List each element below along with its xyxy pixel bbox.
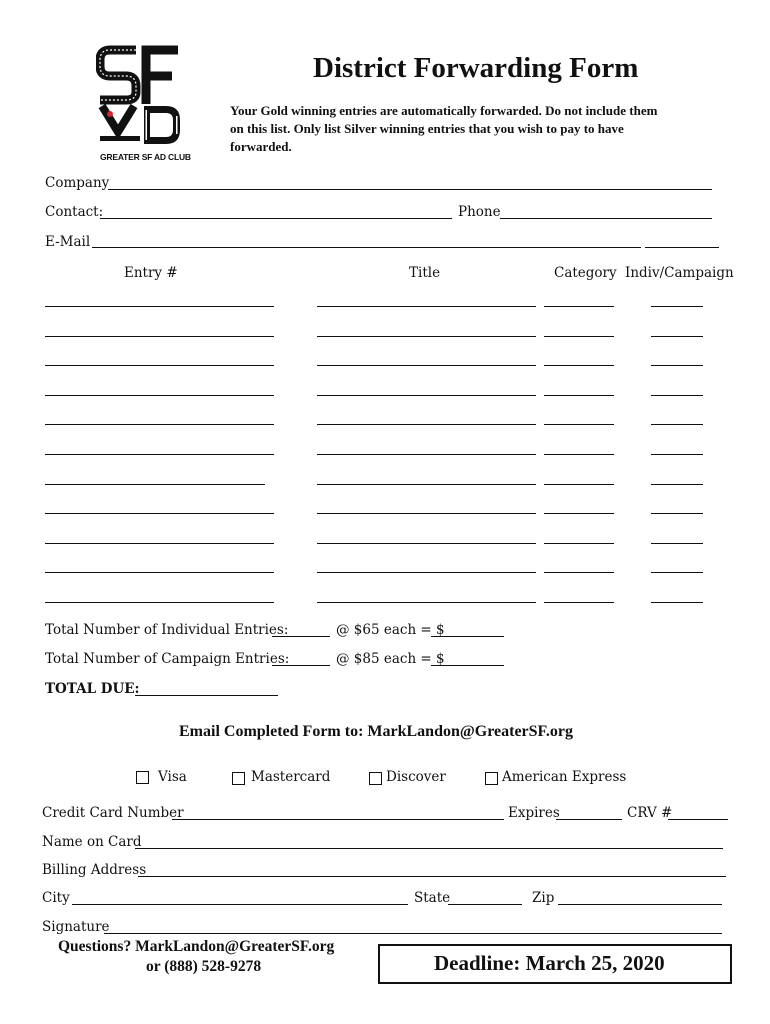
entry-field[interactable]	[45, 602, 274, 603]
discover-checkbox[interactable]	[369, 772, 382, 785]
entry-field[interactable]	[45, 513, 274, 514]
indiv-campaign-field[interactable]	[651, 484, 703, 485]
sf-logo-graphic	[96, 44, 186, 148]
zip-label: Zip	[532, 890, 555, 906]
mastercard-checkbox[interactable]	[232, 772, 245, 785]
expires-field[interactable]	[556, 819, 622, 820]
entry-field[interactable]	[45, 424, 274, 425]
company-label: Company	[45, 175, 110, 191]
entry-field[interactable]	[45, 306, 274, 307]
deadline-box	[378, 944, 732, 984]
amex-label: American Express	[502, 769, 627, 785]
indiv-campaign-field[interactable]	[651, 336, 703, 337]
mastercard-label: Mastercard	[251, 769, 331, 785]
name-on-card-field[interactable]	[135, 848, 723, 849]
entry-field[interactable]	[45, 336, 274, 337]
title-field[interactable]	[317, 395, 536, 396]
deadline-text: Deadline: March 25, 2020	[434, 951, 665, 975]
campaign-rate: @ $85 each = $	[336, 651, 445, 667]
individual-amount-field[interactable]	[431, 636, 504, 637]
card-number-field[interactable]	[172, 819, 504, 820]
city-field[interactable]	[72, 904, 408, 905]
title-field[interactable]	[317, 454, 536, 455]
category-field[interactable]	[544, 336, 614, 337]
contact-field[interactable]	[100, 218, 452, 219]
visa-label: Visa	[158, 769, 187, 785]
header-title: Title	[409, 265, 441, 281]
entry-field[interactable]	[45, 572, 274, 573]
title-field[interactable]	[317, 543, 536, 544]
questions-line-2: or (888) 528-9278	[146, 958, 262, 975]
name-on-card-label: Name on Card	[42, 834, 142, 850]
discover-label: Discover	[386, 769, 446, 785]
total-due-label: TOTAL DUE:	[45, 681, 140, 697]
entry-field[interactable]	[45, 454, 274, 455]
category-field[interactable]	[544, 572, 614, 573]
category-field[interactable]	[544, 513, 614, 514]
city-label: City	[42, 890, 70, 906]
individual-count-field[interactable]	[272, 636, 330, 637]
category-field[interactable]	[544, 484, 614, 485]
title-field[interactable]	[317, 336, 536, 337]
title-field[interactable]	[317, 602, 536, 603]
state-label: State	[414, 890, 451, 906]
company-field[interactable]	[108, 189, 712, 190]
signature-label: Signature	[42, 919, 110, 935]
header-indiv-campaign: Indiv/Campaign	[625, 265, 734, 281]
email-field-extra[interactable]	[645, 247, 719, 248]
intro-text	[230, 102, 730, 156]
entry-field[interactable]	[45, 395, 274, 396]
intro-line-1: Your Gold winning entries are automatically forwarded. Do not include them	[230, 103, 658, 118]
title-field[interactable]	[317, 306, 536, 307]
entry-field[interactable]	[45, 484, 265, 485]
indiv-campaign-field[interactable]	[651, 513, 703, 514]
contact-label: Contact:	[45, 204, 104, 220]
campaign-count-field[interactable]	[272, 665, 330, 666]
indiv-campaign-field[interactable]	[651, 395, 703, 396]
campaign-amount-field[interactable]	[431, 665, 504, 666]
expires-label: Expires	[508, 805, 560, 821]
email-label: E-Mail	[45, 234, 91, 250]
card-number-label: Credit Card Number	[42, 805, 184, 821]
title-field[interactable]	[317, 484, 536, 485]
email-field[interactable]	[92, 247, 641, 248]
amex-checkbox[interactable]	[485, 772, 498, 785]
category-field[interactable]	[544, 306, 614, 307]
indiv-campaign-field[interactable]	[651, 306, 703, 307]
entry-field[interactable]	[45, 543, 274, 544]
category-field[interactable]	[544, 424, 614, 425]
title-field[interactable]	[317, 513, 536, 514]
individual-rate: @ $65 each = $	[336, 622, 445, 638]
questions-line-1: Questions? MarkLandon@GreaterSF.org	[58, 938, 335, 955]
category-field[interactable]	[544, 602, 614, 603]
indiv-campaign-field[interactable]	[651, 365, 703, 366]
zip-field[interactable]	[558, 904, 722, 905]
page-title: District Forwarding Form	[313, 52, 639, 84]
title-field[interactable]	[317, 572, 536, 573]
header-category: Category	[554, 265, 617, 281]
crv-field[interactable]	[668, 819, 728, 820]
category-field[interactable]	[544, 365, 614, 366]
email-instructions: Email Completed Form to: MarkLandon@GreaterSF.org	[179, 723, 573, 740]
intro-line-3: forwarded.	[230, 139, 292, 154]
phone-label: Phone	[458, 204, 501, 220]
category-field[interactable]	[544, 395, 614, 396]
billing-address-label: Billing Address	[42, 862, 147, 878]
logo-text: GREATER SF AD CLUB	[100, 152, 191, 162]
crv-label: CRV #	[627, 805, 673, 821]
category-field[interactable]	[544, 454, 614, 455]
billing-address-field[interactable]	[138, 876, 726, 877]
entry-field[interactable]	[45, 365, 274, 366]
indiv-campaign-field[interactable]	[651, 572, 703, 573]
title-field[interactable]	[317, 365, 536, 366]
visa-checkbox[interactable]	[136, 771, 149, 784]
title-field[interactable]	[317, 424, 536, 425]
signature-field[interactable]	[104, 933, 722, 934]
intro-line-2: on this list. Only list Silver winning entries that you wish to pay to have	[230, 121, 624, 136]
indiv-campaign-field[interactable]	[651, 454, 703, 455]
total-due-field[interactable]	[135, 695, 278, 696]
state-field[interactable]	[448, 904, 522, 905]
header-entry: Entry #	[124, 265, 178, 281]
category-field[interactable]	[544, 543, 614, 544]
phone-field[interactable]	[500, 218, 712, 219]
indiv-campaign-field[interactable]	[651, 424, 703, 425]
logo	[96, 44, 191, 164]
campaign-entries-label: Total Number of Campaign Entries:	[45, 651, 290, 667]
indiv-campaign-field[interactable]	[651, 602, 703, 603]
individual-entries-label: Total Number of Individual Entries:	[45, 622, 289, 638]
indiv-campaign-field[interactable]	[651, 543, 703, 544]
